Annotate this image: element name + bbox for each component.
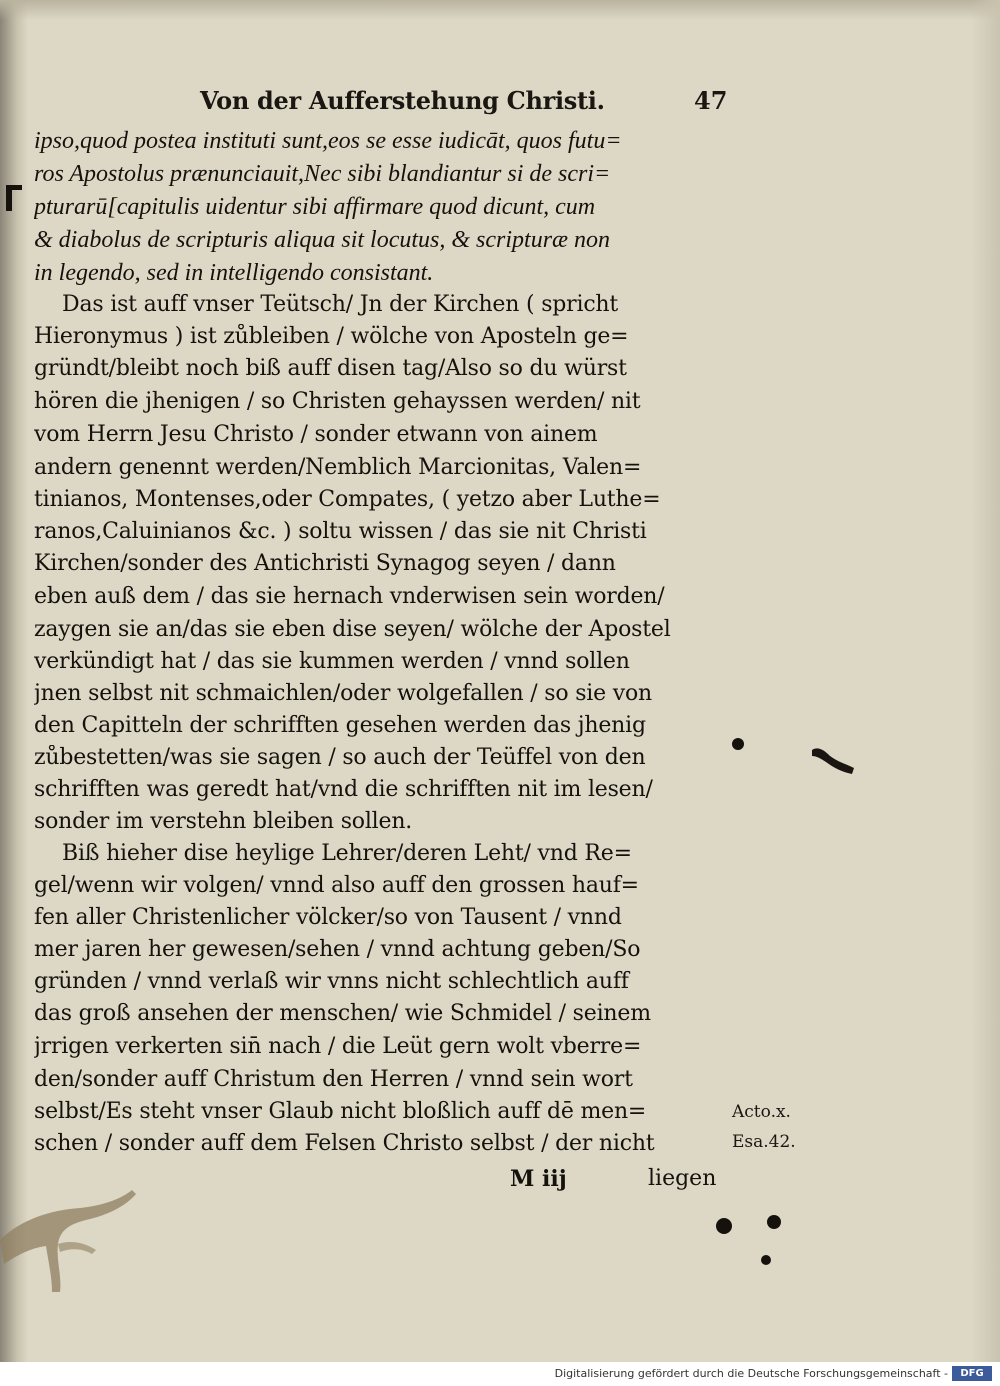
text-line: sonder im verstehn bleiben sollen. (34, 809, 413, 834)
margin-note: Acto.x. (732, 1102, 791, 1122)
text-line: & diabolus de scripturis aliqua sit locutus, & scripturæ non (34, 227, 611, 253)
text-line: fen aller Christenlicher völcker/so von Tausent / vnnd (34, 905, 622, 930)
text-line: gel/wenn wir volgen/ vnnd also auff den grossen hauf= (34, 873, 639, 898)
folio-number: 47 (694, 86, 728, 115)
text-line: das groß ansehen der menschen/ wie Schmidel / seinem (34, 1001, 651, 1026)
text-line: zaygen sie an/das sie eben dise seyen/ wölche der Apostel (34, 617, 671, 642)
text-line: selbst/Es steht vnser Glaub nicht bloßlich auff dē men= (34, 1099, 647, 1124)
running-head: Von der Aufferstehung Christi. (200, 86, 605, 115)
text-line: eben auß dem / das sie hernach vnderwisen sein worden/ (34, 584, 665, 609)
text-line: ranos,Caluinianos &c. ) soltu wissen / das sie nit Christi (34, 519, 647, 544)
text-line: verkündigt hat / das sie kummen werden / vnnd sollen (34, 649, 630, 674)
text-line: tinianos, Montenses,oder Compates, ( yetzo aber Luthe= (34, 487, 661, 512)
text-line: gründen / vnnd verlaß wir vnns nicht schlechtlich auff (34, 969, 629, 994)
text-line: gründt/bleibt noch biß auff disen tag/Also so du würst (34, 356, 627, 381)
text-line: jrrigen verkerten sin̄ nach / die Leüt gern wolt vberre= (34, 1034, 642, 1059)
text-line: Kirchen/sonder des Antichristi Synagog seyen / dann (34, 551, 616, 576)
text-line: pturarū[capitulis uidentur sibi affirmare quod dicunt, cum (34, 194, 596, 220)
signature-mark: M iij (510, 1166, 567, 1192)
catchword-line (0, 1166, 1000, 1200)
text-line: schrifften was geredt hat/vnd die schrifften nit im lesen/ (34, 777, 653, 802)
text-line: vom Herrn Jesu Christo / sonder etwann von ainem (34, 422, 598, 447)
margin-note: Esa.42. (732, 1132, 796, 1152)
text-line: ros Apostolus prænunciauit,Nec sibi blandiantur si de scri= (34, 161, 611, 187)
text-line: Hieronymus ) ist zůbleiben / wölche von Aposteln ge= (34, 324, 629, 349)
catchword: liegen (648, 1166, 717, 1191)
text-line: mer jaren her gewesen/sehen / vnnd achtung geben/So (34, 937, 641, 962)
footer-credit: Digitalisierung gefördert durch die Deutsche Forschungsgemeinschaft - (554, 1367, 948, 1380)
footer-bar (0, 1362, 1000, 1386)
text-line: Das ist auff vnser Teütsch/ Jn der Kirchen ( spricht (62, 292, 619, 317)
text-line: den/sonder auff Christum den Herren / vnnd sein wort (34, 1067, 633, 1092)
text-line: in legendo, sed in intelligendo consistant. (34, 260, 434, 286)
text-line: zůbestetten/was sie sagen / so auch der Teüffel von den (34, 745, 646, 770)
dfg-logo[interactable]: DFG (952, 1366, 992, 1381)
text-line: jnen selbst nit schmaichlen/oder wolgefallen / so sie von (34, 681, 652, 706)
text-line: ipso,quod postea instituti sunt,eos se esse iudicāt, quos futu= (34, 128, 622, 154)
text-line: schen / sonder auff dem Felsen Christo selbst / der nicht (34, 1131, 655, 1156)
text-line: andern genennt werden/Nemblich Marcionitas, Valen= (34, 455, 642, 480)
text-line: hören die jhenigen / so Christen gehayssen werden/ nit (34, 389, 641, 414)
text-line: den Capitteln der schrifften gesehen werden das jhenig (34, 713, 646, 738)
text-line: Biß hieher dise heylige Lehrer/deren Leht/ vnd Re= (62, 841, 632, 866)
